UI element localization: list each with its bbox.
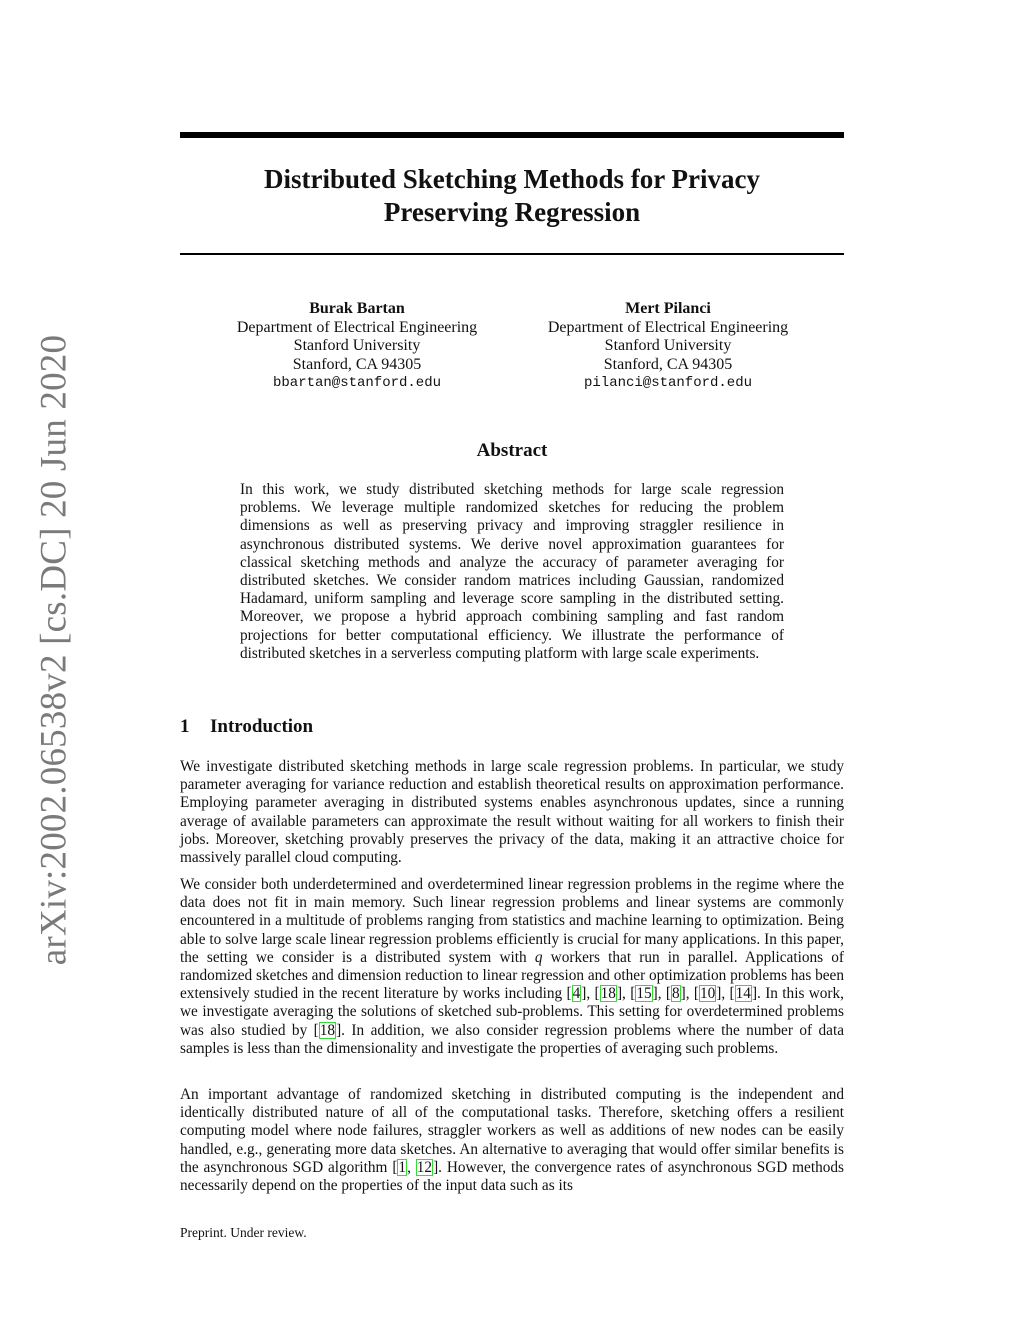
author-name: Mert Pilanci (625, 300, 711, 317)
title-line-2: Preserving Regression (383, 197, 641, 227)
section-title: Introduction (210, 716, 314, 737)
intro-paragraph-2: We consider both underdetermined and overdetermined linear regression problems in the regime where the data does not fit in main memory. Such linear regression problems and linear systems are commonly encountered in a multitude of problems ranging from statistics and machine learning to optimization. Being able to solve large scale linear regression problems efficiently is crucial for many applications. In this paper, the setting we consider is a distributed system with q workers that run in parallel. Applications of randomized sketches and dimension reduction to linear regression and other optimization problems has been extensively studied in the recent literature by works including [4], [18], [15], [8], [10], [14]. In this work, we investigate averaging the solutions of sketched sub-problems. This setting for overdetermined problems was also studied by [18]. In addition, we also consider regression problems where the number of data samples is less than the dimensionality and investigate the properties of averaging such problems. (180, 876, 844, 1057)
citation-link[interactable]: 15 (636, 985, 652, 1003)
intro-paragraph-3: An important advantage of randomized sketching in distributed computing is the independent and identically distributed nature of all of the computational tasks. Therefore, sketching offers a resilient computing model where node failures, straggler workers as well as additions of new nodes can be easily handled, e.g., generating more data sketches. An alternative to averaging that would offer similar benefits is the asynchronous SGD algorithm [1, 12]. However, the convergence rates of asynchronous SGD methods necessarily depend on the properties of the input data such as its (180, 1086, 844, 1195)
citation-link[interactable]: 14 (735, 985, 751, 1003)
title-line-1: Distributed Sketching Methods for Privacy (264, 164, 760, 194)
paragraph-text: . In addition, we also consider regression problems where the number of data samples is less than the dimensionality and investigate the properties of averaging such problems. (180, 1021, 844, 1057)
paragraph-text: . However, the convergence rates of asynchronous SGD methods necessarily depend on the properties of the input data such as its (180, 1158, 844, 1195)
section-number: 1 (180, 716, 190, 737)
citation-link[interactable]: 18 (319, 1021, 336, 1039)
citation-link[interactable]: 18 (600, 985, 616, 1003)
title-rule-bottom (180, 253, 844, 255)
citation-link[interactable]: 1 (398, 1158, 407, 1176)
footer-note: Preprint. Under review. (180, 1225, 307, 1240)
citation-link[interactable]: 8 (671, 985, 680, 1003)
paragraph-text: An important advantage of randomized sketching in distributed computing is the independent and identically distributed nature of all of the computational tasks. Therefore, sketching offers a resilient computing model where node failures, straggler workers as well as additions of new nodes can be easily handled, e.g., generating more data sketches. An alternative to averaging that would offer similar benefits is the asynchronous SGD algorithm (180, 1086, 844, 1176)
citation-link[interactable]: 10 (699, 985, 716, 1003)
author-department: Department of Electrical Engineering (236, 318, 478, 336)
author-block (518, 300, 818, 393)
title-rule-top (180, 132, 844, 138)
author-address: Stanford, CA 94305 (603, 355, 733, 373)
intro-paragraph-1: We investigate distributed sketching methods in large scale regression problems. In particular, we study parameter averaging for variance reduction and establish theoretical results on approximation performance. Employing parameter averaging in distributed systems enables asynchronous updates, since a running average of available parameters can approximate the result without waiting for all workers to finish their jobs. Moreover, sketching provably preserves the privacy of the data, making it an attractive choice for massively parallel cloud computing. (180, 758, 844, 867)
author-name: Burak Bartan (309, 300, 405, 317)
math-variable: q (534, 948, 543, 966)
citation-link[interactable]: 12 (416, 1158, 433, 1176)
author-email: pilanci@stanford.edu (583, 375, 753, 391)
arxiv-identifier: arXiv:2002.06538v2 [cs.DC] 20 Jun 2020 (33, 334, 75, 966)
citation-link[interactable]: 4 (572, 985, 581, 1003)
paper-title (180, 163, 844, 229)
abstract-heading: Abstract (476, 440, 548, 461)
paragraph-text: . In this work, we investigate averaging the solutions of sketched sub-problems. This setting for overdetermined problems was also studied by (180, 985, 844, 1039)
section-heading (180, 716, 313, 738)
author-block (207, 300, 507, 393)
author-email: bbartan@stanford.edu (272, 375, 442, 391)
paragraph-text: workers that run in parallel. Applications of randomized sketches and dimension reduction to linear regression and other optimization problems has been extensively studied in the recent literature by works including (180, 948, 844, 1003)
author-address: Stanford, CA 94305 (292, 355, 422, 373)
author-university: Stanford University (293, 337, 421, 354)
abstract-text: In this work, we study distributed sketching methods for large scale regression problems. We leverage multiple randomized sketches for reducing the problem dimensions as well as preserving privacy and improving straggler resilience in asynchronous distributed systems. We derive novel approximation guarantees for classical sketching methods and analyze the accuracy of parameter averaging for distributed sketches. We consider random matrices including Gaussian, randomized Hadamard, uniform sampling and leverage score sampling in the distributed setting. Moreover, we propose a hybrid approach combining sampling and fast random projections for better computational efficiency. We illustrate the performance of distributed sketches in a serverless computing platform with large scale experiments. (240, 481, 784, 662)
author-university: Stanford University (604, 337, 732, 354)
paragraph-text: We consider both underdetermined and overdetermined linear regression problems in the regime where the data does not fit in main memory. Such linear regression problems and linear systems are commonly encountered in a multitude of problems ranging from statistics and machine learning to optimization. Being able to solve large scale linear regression problems efficiently is crucial for many applications. In this paper, the setting we consider is a distributed system with (180, 876, 844, 966)
author-department: Department of Electrical Engineering (547, 318, 789, 336)
